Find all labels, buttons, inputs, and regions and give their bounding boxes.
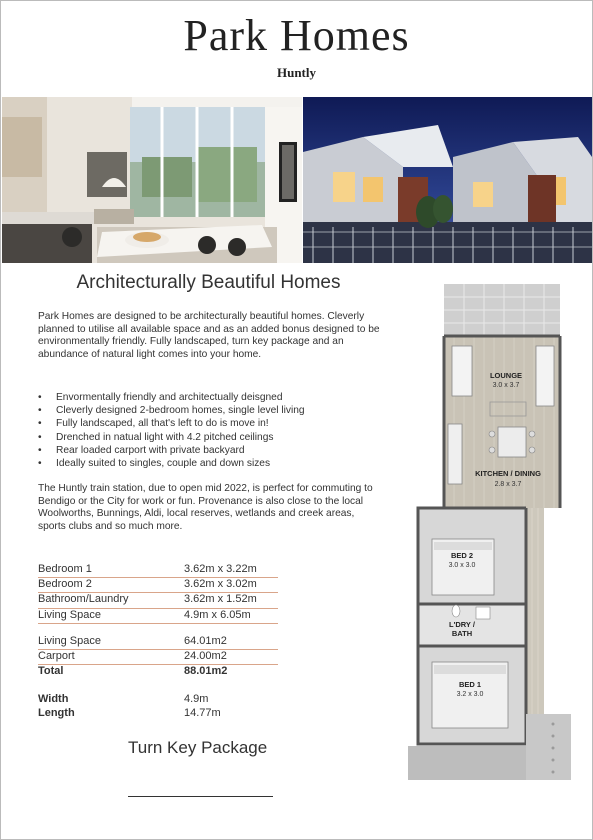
laundry-label: L'DRY / xyxy=(449,620,475,629)
intro-paragraph: Park Homes are designed to be architecturally beautiful homes. Cleverly planned to utilise all available space and as an added bonus designed to be environmentally friendly. Fully landscaped, turn key package and an abundance of natural light comes into your home. xyxy=(38,311,380,360)
exterior-night-photo xyxy=(303,97,592,263)
kitchen-size: 2.8 x 3.7 xyxy=(494,481,522,488)
spec-value: 4.9m x 6.05m xyxy=(184,608,251,621)
spec-label: Width xyxy=(38,693,69,705)
spec-value: 24.00m2 xyxy=(184,650,227,663)
spec-row xyxy=(38,650,278,665)
spec-row xyxy=(38,635,278,650)
spec-value: 3.62m x 3.02m xyxy=(184,578,257,591)
spec-label: Length xyxy=(38,707,75,720)
bed2-label: BED 2 xyxy=(450,551,474,560)
signature-line xyxy=(128,796,273,797)
bed1-label: BED 1 xyxy=(458,680,482,689)
location-paragraph: The Huntly train station, due to open mid 2022, is perfect for commuting to Bendigo or the City for work or fun. Provenance is also close to the local Woolworths, Bunnings, Aldi, local reserves, wetlands and creek areas, sports clubs and so much more. xyxy=(38,483,373,532)
spec-value: 3.62m x 1.52m xyxy=(184,593,257,606)
spec-row xyxy=(38,707,278,721)
feature-item: • Fully landscaped, all that's left to do is move in! xyxy=(38,417,388,430)
section-heading: Architecturally Beautiful Homes xyxy=(76,272,341,293)
floor-plan xyxy=(408,284,571,780)
spec-value: 3.62m x 3.22m xyxy=(184,563,257,575)
lounge-size: 3.0 x 3.7 xyxy=(492,382,520,389)
spec-value: 64.01m2 xyxy=(184,635,227,647)
spec-label: Total xyxy=(38,665,64,678)
bed2-size: 3.0 x 3.0 xyxy=(448,562,476,569)
kitchen-label: KITCHEN / DINING xyxy=(475,469,541,478)
feature-item: • Cleverly designed 2-bedroom homes, single level living xyxy=(38,404,388,417)
feature-item: • Ideally suited to singles, couple and down sizes xyxy=(38,457,388,470)
feature-list xyxy=(38,391,388,470)
spec-value: 4.9m xyxy=(184,693,209,705)
page-subtitle: Huntly xyxy=(276,65,316,80)
area-table xyxy=(38,635,278,680)
spec-value: 14.77m xyxy=(184,707,221,720)
bed1-size: 3.2 x 3.0 xyxy=(456,691,484,698)
spec-row xyxy=(38,593,278,608)
feature-item: • Drenched in natual light with 4.2 pitched ceilings xyxy=(38,431,388,444)
spec-row xyxy=(38,563,278,578)
spec-label: Living Space xyxy=(38,608,101,621)
room-sizes-table xyxy=(38,563,278,624)
lounge-label: LOUNGE xyxy=(489,371,523,380)
bath-label: BATH xyxy=(451,629,473,638)
spec-row xyxy=(38,693,278,707)
feature-item: • Rear loaded carport with private backyard xyxy=(38,444,388,457)
spec-label: Bedroom 1 xyxy=(38,563,92,575)
spec-label: Living Space xyxy=(38,635,101,647)
spec-row xyxy=(38,609,278,624)
feature-item: • Envormentally friendly and architectually deisgned xyxy=(38,391,388,404)
spec-row xyxy=(38,578,278,593)
spec-label: Bathroom/Laundry xyxy=(38,593,129,606)
spec-value: 88.01m2 xyxy=(184,665,228,678)
spec-row xyxy=(38,665,278,679)
package-label: Turn Key Package xyxy=(128,738,268,757)
page-title: Park Homes xyxy=(183,11,410,60)
spec-label: Bedroom 2 xyxy=(38,578,92,591)
dimension-table xyxy=(38,693,278,721)
spec-label: Carport xyxy=(38,650,75,663)
interior-kitchen-photo xyxy=(2,97,302,263)
